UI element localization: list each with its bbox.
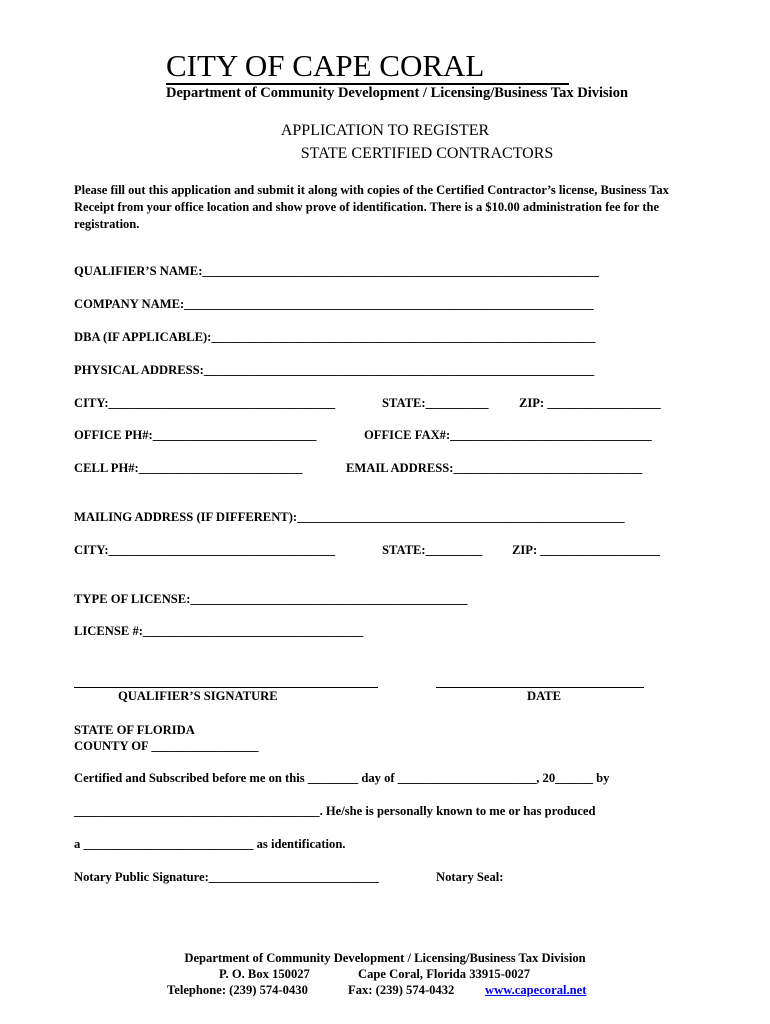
notary-signature-field[interactable]: Notary Public Signature:___________________________ [74,870,379,884]
mailing-city-field[interactable]: CITY:____________________________________ [74,543,336,557]
qualifier-name-field[interactable]: QUALIFIER’S NAME:_______________________________________________________________ [74,264,600,278]
footer-department: Department of Community Development / Licensing/Business Tax Division [184,951,586,965]
application-title-line2: STATE CERTIFIED CONTRACTORS [300,145,554,162]
notary-seal-label: Notary Seal: [436,870,504,884]
footer-website-link[interactable]: www.capecoral.net [485,983,587,997]
instructions-paragraph: Please fill out this application and submit it along with copies of the Certified Contractor’s license, Business Tax Receipt from your office location and show prove of identification. There is a $10.00 administration fee for the registration. [74,183,669,231]
page-title: CITY OF CAPE CORAL [166,48,485,83]
mailing-state-field[interactable]: STATE:_________ [382,543,483,557]
office-phone-field[interactable]: OFFICE PH#:__________________________ [74,428,317,442]
application-title-line1: APPLICATION TO REGISTER [280,122,490,139]
personally-known-line[interactable]: _______________________________________. He/she is personally known to me or has produced [74,804,596,818]
qualifier-signature-line[interactable] [74,687,378,688]
footer-city-state: Cape Coral, Florida 33915-0027 [358,967,531,981]
footer-telephone: Telephone: (239) 574-0430 [167,983,308,997]
state-field[interactable]: STATE:__________ [382,396,489,410]
license-number-field[interactable]: LICENSE #:___________________________________ [74,624,364,638]
notary-county-field[interactable]: COUNTY OF _________________ [74,739,259,753]
date-label: DATE [527,689,562,703]
notary-state: STATE OF FLORIDA [74,723,195,737]
department-subtitle: Department of Community Development / Licensing/Business Tax Division [166,85,629,101]
identification-line[interactable]: a ___________________________ as identification. [74,837,346,851]
footer-po-box: P. O. Box 150027 [219,967,310,981]
cell-phone-field[interactable]: CELL PH#:__________________________ [74,461,303,475]
mailing-zip-field[interactable]: ZIP: ___________________ [512,543,660,557]
zip-field[interactable]: ZIP: __________________ [519,396,661,410]
qualifier-signature-label: QUALIFIER’S SIGNATURE [118,689,278,703]
email-field[interactable]: EMAIL ADDRESS:______________________________ [346,461,643,475]
mailing-address-field[interactable]: MAILING ADDRESS (IF DIFFERENT):____________________________________________________ [74,510,625,524]
certified-subscribed-line[interactable]: Certified and Subscribed before me on this ________ day of ______________________, 20______ by [74,771,610,785]
physical-address-field[interactable]: PHYSICAL ADDRESS:______________________________________________________________ [74,363,595,377]
office-fax-field[interactable]: OFFICE FAX#:________________________________ [364,428,652,442]
dba-field[interactable]: DBA (IF APPLICABLE):_____________________________________________________________ [74,330,596,344]
footer-fax: Fax: (239) 574-0432 [348,983,455,997]
license-type-field[interactable]: TYPE OF LICENSE:____________________________________________ [74,592,468,606]
date-line[interactable] [436,687,644,688]
company-name-field[interactable]: COMPANY NAME:_________________________________________________________________ [74,297,594,311]
city-field[interactable]: CITY:____________________________________ [74,396,336,410]
